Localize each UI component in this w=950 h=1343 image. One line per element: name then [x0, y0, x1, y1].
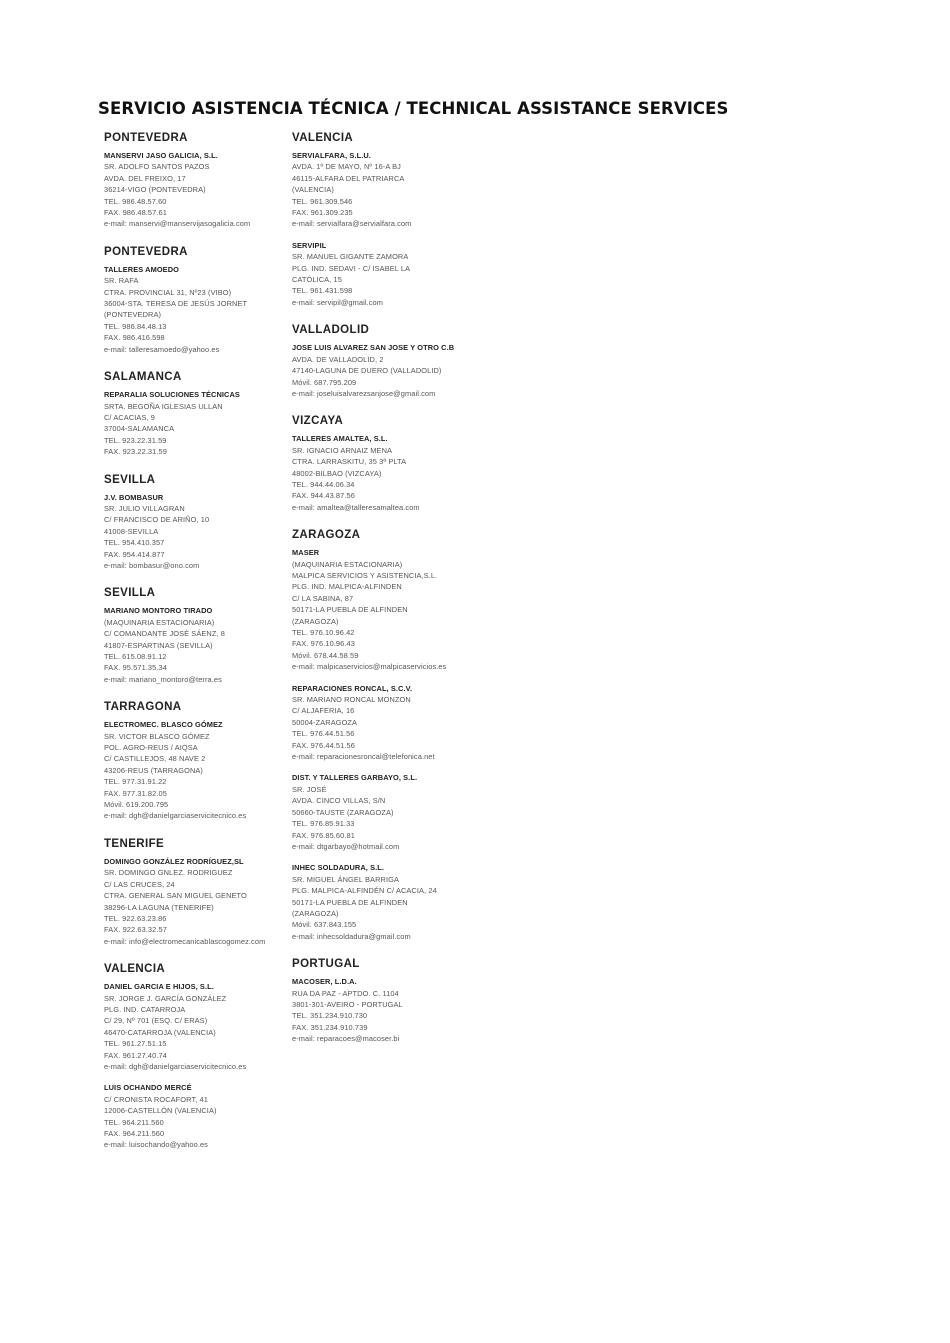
- company-name: MASER: [292, 548, 320, 558]
- company-name: DIST. Y TALLERES GARBAYO, S.L.: [292, 773, 418, 783]
- contact-line: PLG. IND. MALPICA-ALFINDEN: [292, 582, 402, 592]
- contact-line: FAX. 986.48.57.61: [104, 208, 167, 218]
- contact-line: TEL. 977.31.91.22: [104, 777, 167, 787]
- contact-line: 48002-BILBAO (VIZCAYA): [292, 468, 382, 478]
- service-entry: [292, 547, 482, 672]
- contact-line: 50171-LA PUEBLA DE ALFINDEN: [292, 897, 408, 907]
- service-entry: [104, 605, 284, 685]
- company-name: MARIANO MONTORO TIRADO: [104, 606, 213, 616]
- region-heading: PORTUGAL: [292, 958, 360, 971]
- contact-line: (VALENCIA): [292, 185, 334, 195]
- contact-line: SR. ADOLFO SANTOS PAZOS: [104, 162, 210, 172]
- contact-line: TEL. 615.08.91.12: [104, 652, 167, 661]
- column-right: [292, 132, 482, 1045]
- region-group: [104, 371, 284, 457]
- email-line: e-mail: talleresamoedo@yahoo.es: [104, 344, 220, 354]
- company-name: J.V. BOMBASUR: [104, 492, 164, 502]
- service-entry: [104, 856, 284, 947]
- contact-line: CTRA. PROVINCIAL 31, Nº23 (VIBO): [104, 287, 232, 297]
- company-name: DANIEL GARCIA E HIJOS, S.L.: [104, 982, 214, 992]
- region-spacer: [104, 355, 284, 371]
- service-entry: [292, 342, 482, 399]
- contact-line: 47140-LAGUNA DE DUERO (VALLADOLID): [292, 366, 442, 376]
- service-entry: [292, 862, 482, 942]
- contact-line: TEL. 961.431.598: [292, 286, 353, 296]
- contact-line: SR. RAFA: [104, 276, 139, 286]
- region-heading: TARRAGONA: [104, 701, 182, 714]
- contact-line: SR. JORGE J. GARCÍA GONZÁLEZ: [104, 993, 227, 1003]
- company-name: SERVIPIL: [292, 240, 327, 250]
- contact-line: C/ 29, Nº 701 (ESQ. C/ ERAS): [104, 1016, 208, 1026]
- contact-line: TEL. 976.10.96.42: [292, 628, 355, 637]
- contact-line: AVDA. DEL FREIXO, 17: [104, 173, 186, 183]
- contact-line: TEL. 961.309.546: [292, 196, 353, 206]
- service-entry: [104, 1082, 284, 1150]
- contact-line: SRTA. BEGOÑA IGLESIAS ULLAN: [104, 401, 223, 411]
- page-title: SERVICIO ASISTENCIA TÉCNICA / TECHNICAL ASSISTANCE SERVICES: [98, 99, 729, 118]
- service-entry: [292, 683, 482, 763]
- contact-line: FAX. 976.85.60.81: [292, 830, 355, 840]
- contact-line: Móvil. 687.795.209: [292, 377, 357, 387]
- contact-line: FAX. 961.27.40.74: [104, 1050, 167, 1060]
- region-heading: ZARAGOZA: [292, 529, 361, 542]
- contact-line: (MAQUINARIA ESTACIONARIA): [104, 617, 215, 627]
- contact-line: Móvil. 619.200.795: [104, 800, 169, 810]
- region-heading: SEVILLA: [104, 473, 156, 486]
- region-heading: VALENCIA: [104, 963, 166, 976]
- company-name: DOMINGO GONZÁLEZ RODRÍGUEZ,SL: [104, 856, 244, 866]
- contact-line: Móvil. 678.44.58.59: [292, 650, 359, 660]
- region-heading: SALAMANCA: [104, 371, 182, 384]
- contact-line: FAX. 977.31.82.05: [104, 788, 167, 798]
- region-heading: PONTEVEDRA: [104, 245, 188, 258]
- region-heading: VALLADOLID: [292, 324, 370, 337]
- service-entry: [292, 772, 482, 852]
- contact-line: C/ ALJAFERIA, 16: [292, 706, 355, 716]
- region-group: [104, 246, 284, 355]
- contact-line: 3801-301-AVEIRO - PORTUGAL: [292, 999, 403, 1009]
- email-line: e-mail: dgh@danielgarciaservicitecnico.es: [104, 811, 247, 821]
- region-heading: VALENCIA: [292, 132, 354, 144]
- contact-line: 36214-VIGO (PONTEVEDRA): [104, 185, 206, 195]
- contact-line: PLG. MALPICA-ALFINDÉN C/ ACACIA, 24: [292, 886, 437, 896]
- service-entry: [292, 433, 482, 513]
- region-spacer: [104, 230, 284, 246]
- region-spacer: [292, 308, 482, 324]
- contact-line: 38296-LA LAGUNA (TENERIFE): [104, 902, 214, 912]
- contact-line: CATÓLICA, 15: [292, 275, 342, 285]
- contact-line: FAX. 351.234.910.739: [292, 1022, 368, 1032]
- contact-line: FAX. 986.416.598: [104, 333, 165, 343]
- email-line: e-mail: bombasur@ono.com: [104, 560, 200, 570]
- region-spacer: [104, 822, 284, 838]
- contact-line: FAX. 961.309.235: [292, 208, 353, 218]
- email-line: e-mail: servipil@gmail.com: [292, 297, 384, 307]
- service-entry: [104, 719, 284, 822]
- contact-line: (PONTEVEDRA): [104, 310, 162, 320]
- company-name: INHEC SOLDADURA, S.L.: [292, 863, 385, 873]
- entry-spacer: [292, 230, 482, 240]
- email-line: e-mail: inhecsoldadura@gmail.com: [292, 931, 411, 941]
- contact-line: TEL. 976.85.91.33: [292, 819, 355, 829]
- contact-line: SR. MARIANO RONCAL MONZON: [292, 695, 411, 705]
- region-group: [292, 132, 482, 308]
- email-line: e-mail: amaltea@talleresamaltea.com: [292, 502, 420, 512]
- email-line: e-mail: manservi@manservijasogalicia.com: [104, 219, 251, 229]
- contact-line: FAX. 954.414.877: [104, 549, 165, 559]
- contact-line: C/ LA SABINA, 87: [292, 593, 354, 603]
- contact-line: SR. MIGUEL ÁNGEL BARRIGA: [292, 874, 399, 884]
- service-entry: [104, 981, 284, 1072]
- contact-line: (ZARAGOZA): [292, 908, 339, 918]
- service-entry: [292, 976, 482, 1044]
- company-name: TALLERES AMALTEA, S.L.: [292, 434, 388, 444]
- contact-line: SR. IGNACIO ARNAIZ MENA: [292, 445, 393, 455]
- entry-spacer: [292, 762, 482, 772]
- contact-line: POL. AGRO-REUS / AIQSA: [104, 743, 198, 753]
- region-group: [104, 963, 284, 1151]
- contact-line: 46115-ALFARA DEL PATRIARCA: [292, 173, 405, 183]
- contact-line: SR. JULIO VILLAGRAN: [104, 503, 185, 513]
- region-spacer: [292, 513, 482, 529]
- region-spacer: [104, 571, 284, 587]
- contact-line: CTRA. LARRASKITU, 35 3ª PLTA: [292, 457, 407, 467]
- contact-line: 50660-TAUSTE (ZARAGOZA): [292, 807, 394, 817]
- contact-line: AVDA. 1º DE MAYO, Nº 16-A BJ: [292, 162, 401, 172]
- contact-line: TEL. 923.22.31.59: [104, 435, 167, 445]
- region-group: [292, 958, 482, 1044]
- contact-line: C/ ACACIAS, 9: [104, 412, 155, 422]
- contact-line: AVDA. CINCO VILLAS, S/N: [292, 796, 386, 806]
- region-group: [292, 415, 482, 513]
- region-spacer: [104, 458, 284, 474]
- contact-line: FAX. 944.43.87.56: [292, 491, 355, 501]
- contact-line: 12006-CASTELLÓN (VALENCIA): [104, 1106, 217, 1116]
- contact-line: 37004-SALAMANCA: [104, 424, 175, 434]
- email-line: e-mail: malpicaservicios@malpicaservicios.es: [292, 662, 447, 672]
- contact-line: TEL. 976.44.51.56: [292, 729, 355, 739]
- company-name: SERVIALFARA, S.L.U.: [292, 151, 371, 160]
- region-spacer: [292, 942, 482, 958]
- company-name: MANSERVI JASO GALICIA, S.L.: [104, 151, 218, 160]
- region-spacer: [104, 947, 284, 963]
- contact-line: TEL. 922.63.23.86: [104, 913, 167, 923]
- region-group: [104, 701, 284, 822]
- region-heading: PONTEVEDRA: [104, 132, 188, 144]
- region-heading: VIZCAYA: [292, 415, 344, 428]
- contact-line: 50171-LA PUEBLA DE ALFINDEN: [292, 605, 408, 615]
- contact-line: TEL. 986.48.57.60: [104, 196, 167, 206]
- contact-line: (MAQUINARIA ESTACIONARIA): [292, 559, 403, 569]
- contact-line: FAX. 964.211.560: [104, 1129, 165, 1138]
- email-line: e-mail: dgh@danielgarciaservicitecnico.es: [104, 1061, 247, 1071]
- contact-line: (ZARAGOZA): [292, 616, 339, 626]
- email-line: e-mail: mariano_montoro@terra.es: [104, 674, 222, 684]
- service-entry: [292, 240, 482, 308]
- email-line: e-mail: dtgarbayo@hotmail.com: [292, 841, 400, 851]
- contact-line: TEL. 351.234.910.730: [292, 1011, 368, 1021]
- entry-spacer: [104, 1072, 284, 1082]
- contact-line: C/ COMANDANTE JOSÉ SÁENZ, 8: [104, 629, 225, 639]
- entry-spacer: [292, 852, 482, 862]
- entry-spacer: [292, 673, 482, 683]
- contact-line: 41008-SEVILLA: [104, 526, 159, 536]
- service-entry: [104, 264, 284, 355]
- contact-line: SR. MANUEL GIGANTE ZAMORA: [292, 252, 409, 262]
- contact-line: 41807-ESPARTINAS (SEVILLA): [104, 640, 213, 650]
- region-heading: SEVILLA: [104, 587, 156, 600]
- contact-line: SR. VICTOR BLASCO GÓMEZ: [104, 731, 210, 741]
- email-line: e-mail: info@electromecanicablascogomez.com: [104, 936, 266, 946]
- region-group: [104, 587, 284, 685]
- region-group: [104, 474, 284, 572]
- region-group: [104, 838, 284, 947]
- contact-line: TEL. 961.27.51.15: [104, 1039, 167, 1049]
- column-left: [104, 132, 284, 1151]
- contact-line: TEL. 944.44.06.34: [292, 479, 355, 489]
- contact-line: C/ LAS CRUCES, 24: [104, 879, 175, 889]
- contact-line: FAX. 923.22.31.59: [104, 447, 167, 457]
- contact-line: C/ FRANCISCO DE ARIÑO, 10: [104, 515, 210, 525]
- contact-line: MALPICA SERVICIOS Y ASISTENCIA,S.L.: [292, 570, 438, 580]
- contact-line: RUA DA PAZ - APTDO. C. 1104: [292, 988, 399, 998]
- contact-line: FAX. 922.63.32.57: [104, 925, 167, 935]
- region-group: [292, 529, 482, 942]
- contact-line: 46470-CATARROJA (VALENCIA): [104, 1027, 216, 1037]
- company-name: MACOSER, L.D.A.: [292, 977, 357, 987]
- contact-line: 50004-ZARAGOZA: [292, 717, 358, 727]
- email-line: e-mail: reparacoes@macoser.bi: [292, 1034, 400, 1044]
- contact-line: TEL. 954.410.357: [104, 538, 165, 548]
- company-name: REPARALIA SOLUCIONES TÉCNICAS: [104, 390, 240, 400]
- contact-line: SR. JOSÉ: [292, 784, 327, 794]
- contact-line: Móvil. 637.843.155: [292, 920, 357, 930]
- region-heading: TENERIFE: [104, 837, 165, 850]
- region-spacer: [292, 399, 482, 415]
- email-line: e-mail: joseluisalvarezsanjose@gmail.com: [292, 388, 436, 398]
- contact-line: PLG. IND. CATARROJA: [104, 1004, 186, 1014]
- service-entry: [104, 150, 284, 230]
- contact-line: SR. DOMINGO GNLEZ. RODRIGUEZ: [104, 868, 233, 878]
- contact-line: TEL. 986.84.48.13: [104, 321, 167, 331]
- contact-line: AVDA. DE VALLADOLID, 2: [292, 354, 384, 364]
- contact-line: C/ CRONISTA ROCAFORT, 41: [104, 1094, 208, 1104]
- email-line: e-mail: reparacionesroncal@telefonica.net: [292, 752, 435, 762]
- company-name: ELECTROMEC. BLASCO GÓMEZ: [104, 720, 223, 730]
- region-group: [292, 324, 482, 399]
- contact-line: 36004-STA. TERESA DE JESÚS JORNET: [104, 299, 248, 309]
- contact-line: FAX. 976.44.51.56: [292, 740, 355, 750]
- company-name: REPARACIONES RONCAL, S.C.V.: [292, 683, 413, 693]
- contact-line: CTRA. GENERAL SAN MIGUEL GENETO: [104, 891, 247, 901]
- service-entry: [104, 389, 284, 457]
- service-entry: [104, 492, 284, 572]
- region-group: [104, 132, 284, 230]
- region-spacer: [104, 685, 284, 701]
- service-entry: [292, 150, 482, 230]
- contact-line: FAX. 95.571.35.34: [104, 663, 167, 673]
- contact-line: PLG. IND. SEDAVI - C/ ISABEL LA: [292, 263, 411, 273]
- company-name: LUIS OCHANDO MERCÉ: [104, 1083, 192, 1093]
- company-name: JOSE LUIS ALVAREZ SAN JOSE Y OTRO C.B: [292, 343, 455, 353]
- contact-line: 43206-REUS (TARRAGONA): [104, 765, 203, 775]
- contact-line: TEL. 964.211.560: [104, 1117, 164, 1127]
- email-line: e-mail: servialfara@servialfara.com: [292, 219, 412, 229]
- company-name: TALLERES AMOEDO: [104, 264, 179, 274]
- email-line: e-mail: luisochando@yahoo.es: [104, 1140, 208, 1150]
- contact-line: FAX. 976.10.96.43: [292, 639, 355, 649]
- contact-line: C/ CASTILLEJOS, 48 NAVE 2: [104, 754, 206, 764]
